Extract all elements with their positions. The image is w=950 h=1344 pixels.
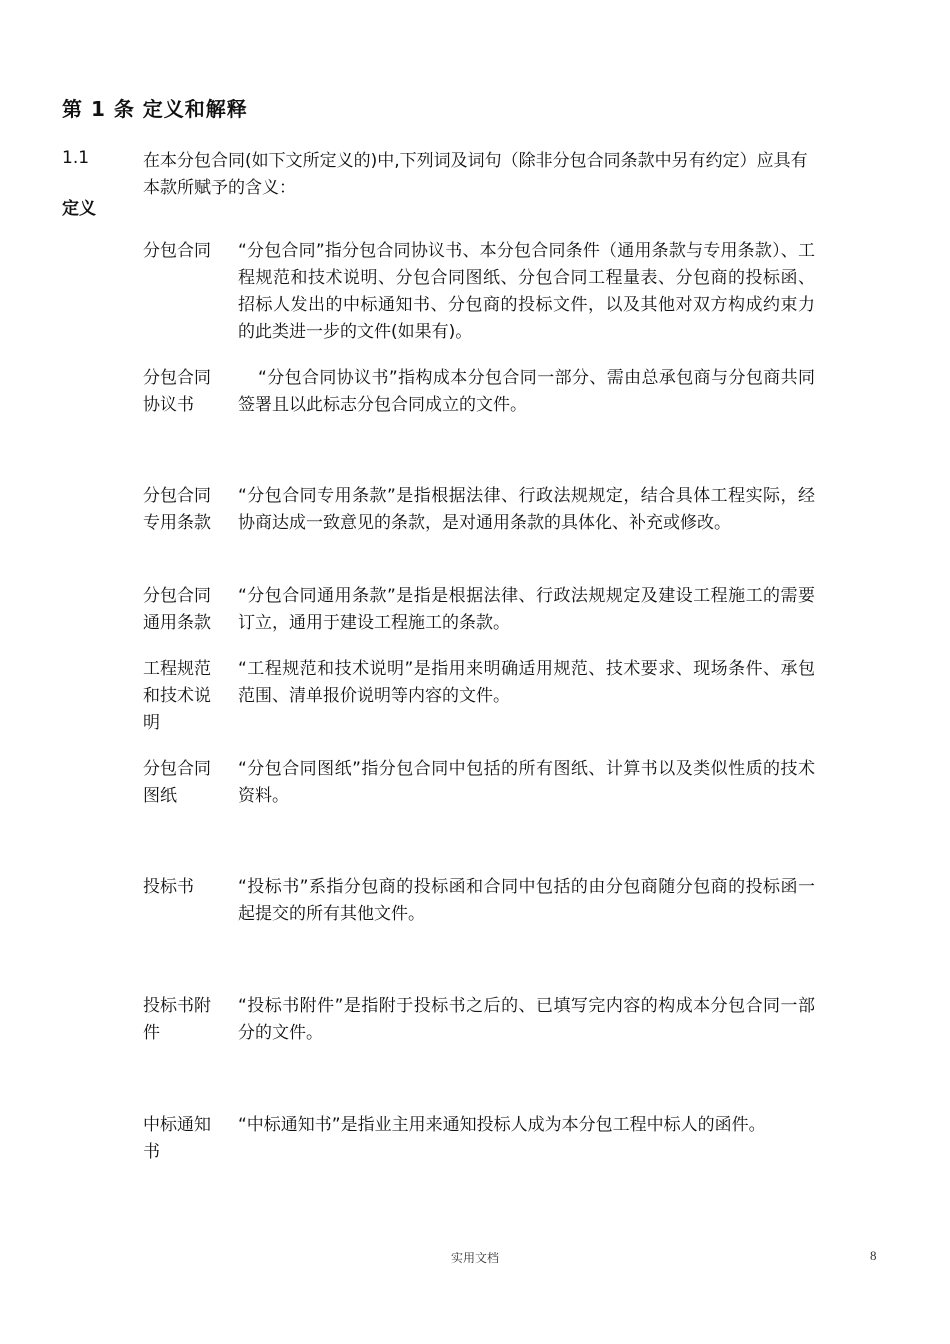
definition-term: 投标书: [143, 877, 194, 897]
page-footer: 实用文档: [450, 1251, 499, 1265]
definition-text: “中标通知书”是指业主用来通知投标人成为本分包工程中标人的函件。: [238, 1115, 766, 1135]
clause-intro: 在本分包合同(如下文所定义的)中,下列词及词句（除非分包合同条款中另有约定）应具有本款所赋予的含义：: [143, 151, 808, 198]
page-number: 8: [870, 1248, 877, 1263]
clause-number: 1.1: [62, 148, 90, 168]
definition-text: “分包合同专用条款”是指根据法律、行政法规规定，结合具体工程实际，经协商达成一致意见的条款，是对通用条款的具体化、补充或修改。: [238, 486, 815, 533]
definition-term: 分包合同协议书: [143, 368, 211, 415]
definition-text: “投标书”系指分包商的投标函和合同中包括的由分包商随分包商的投标函一起提交的所有其他文件。: [238, 877, 815, 924]
definition-term: 中标通知书: [143, 1115, 211, 1162]
definition-term: 分包合同通用条款: [143, 586, 211, 633]
definition-text: “投标书附件”是指附于投标书之后的、已填写完内容的构成本分包合同一部分的文件。: [238, 996, 815, 1043]
definition-term: 分包合同: [143, 241, 211, 261]
clause-title: 定义: [62, 199, 96, 219]
definition-text: “分包合同协议书”指构成本分包合同一部分、需由总承包商与分包商共同签署且以此标志分包合同成立的文件。: [238, 368, 815, 415]
definition-term: 分包合同专用条款: [143, 486, 211, 533]
definition-term: 投标书附件: [143, 996, 211, 1043]
definition-text: “分包合同”指分包合同协议书、本分包合同条件（通用条款与专用条款）、工程规范和技术说明、分包合同图纸、分包合同工程量表、分包商的投标函、招标人发出的中标通知书、分包商的投标文件，以及其他对双方构成约束力的此类进一步的文件(如果有)。: [238, 241, 815, 342]
definition-text: “分包合同通用条款”是指是根据法律、行政法规规定及建设工程施工的需要订立，通用于建设工程施工的条款。: [238, 586, 815, 633]
section-heading: 第 1 条 定义和解释: [62, 97, 248, 121]
definition-term: 工程规范和技术说明: [143, 659, 211, 733]
definition-text: “分包合同图纸”指分包合同中包括的所有图纸、计算书以及类似性质的技术资料。: [238, 759, 815, 806]
definition-term: 分包合同图纸: [143, 759, 211, 806]
definition-text: “工程规范和技术说明”是指用来明确适用规范、技术要求、现场条件、承包范围、清单报价说明等内容的文件。: [238, 659, 815, 706]
